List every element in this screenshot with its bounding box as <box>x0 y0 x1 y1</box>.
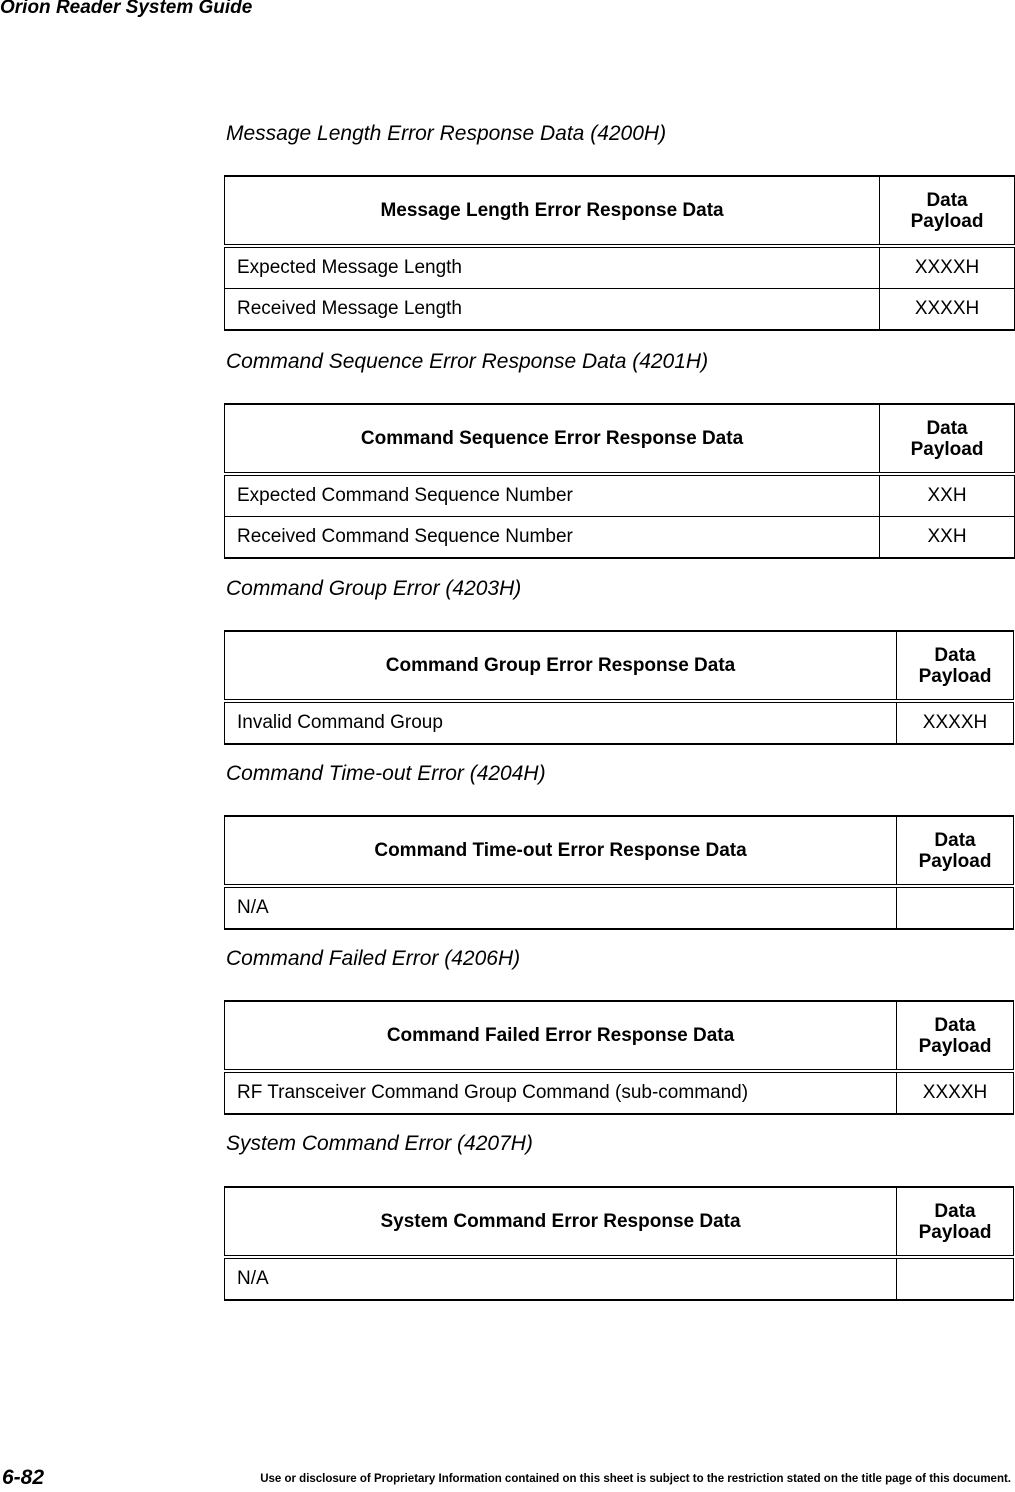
table-system-command <box>224 1186 1014 1301</box>
table-row <box>225 289 1015 331</box>
column-header-response-data: Command Sequence Error Response Data <box>225 404 880 474</box>
row-label: Received Message Length <box>225 289 880 331</box>
row-payload: XXXXH <box>880 246 1015 289</box>
section-title-command-timeout: Command Time-out Error (4204H) <box>226 762 546 785</box>
row-label: RF Transceiver Command Group Command (sub-command) <box>225 1071 897 1114</box>
column-header-data-payload: Data Payload <box>897 1187 1014 1257</box>
table-message-length <box>224 175 1015 331</box>
table-command-timeout <box>224 815 1014 930</box>
column-header-data-payload: Data Payload <box>897 1001 1014 1071</box>
column-header-response-data: Command Group Error Response Data <box>225 631 897 701</box>
table-row <box>225 517 1015 559</box>
running-header: Orion Reader System Guide <box>0 0 253 18</box>
column-header-response-data: Command Failed Error Response Data <box>225 1001 897 1071</box>
column-header-data-payload: Data Payload <box>880 404 1015 474</box>
row-payload: XXH <box>880 517 1015 559</box>
column-header-response-data: System Command Error Response Data <box>225 1187 897 1257</box>
table-row <box>225 1257 1014 1300</box>
section-title-command-group: Command Group Error (4203H) <box>226 577 522 600</box>
row-label: N/A <box>225 886 897 929</box>
proprietary-notice: Use or disclosure of Proprietary Information contained on this sheet is subject to the restriction stated on the title page of this document. <box>260 1473 1011 1485</box>
table-row <box>225 474 1015 517</box>
table-command-failed <box>224 1000 1014 1115</box>
row-label: Expected Message Length <box>225 246 880 289</box>
column-header-response-data: Command Time-out Error Response Data <box>225 816 897 886</box>
section-title-system-command: System Command Error (4207H) <box>226 1132 533 1155</box>
row-label: Invalid Command Group <box>225 701 897 744</box>
row-payload <box>897 1257 1014 1300</box>
column-header-data-payload: Data Payload <box>897 631 1014 701</box>
column-header-data-payload: Data Payload <box>880 176 1015 246</box>
table-row <box>225 246 1015 289</box>
table-command-group <box>224 630 1014 745</box>
page-number: 6-82 <box>2 1466 45 1489</box>
section-title-command-failed: Command Failed Error (4206H) <box>226 947 521 970</box>
row-payload <box>897 886 1014 929</box>
column-header-response-data: Message Length Error Response Data <box>225 176 880 246</box>
table-row <box>225 886 1014 929</box>
row-label: Expected Command Sequence Number <box>225 474 880 517</box>
table-row <box>225 701 1014 744</box>
row-label: N/A <box>225 1257 897 1300</box>
row-payload: XXXXH <box>897 701 1014 744</box>
section-title-command-sequence: Command Sequence Error Response Data (4201H) <box>226 350 709 373</box>
row-payload: XXXXH <box>897 1071 1014 1114</box>
row-label: Received Command Sequence Number <box>225 517 880 559</box>
section-title-message-length: Message Length Error Response Data (4200H) <box>226 122 667 145</box>
row-payload: XXXXH <box>880 289 1015 331</box>
column-header-data-payload: Data Payload <box>897 816 1014 886</box>
table-command-sequence <box>224 403 1015 559</box>
table-row <box>225 1071 1014 1114</box>
row-payload: XXH <box>880 474 1015 517</box>
